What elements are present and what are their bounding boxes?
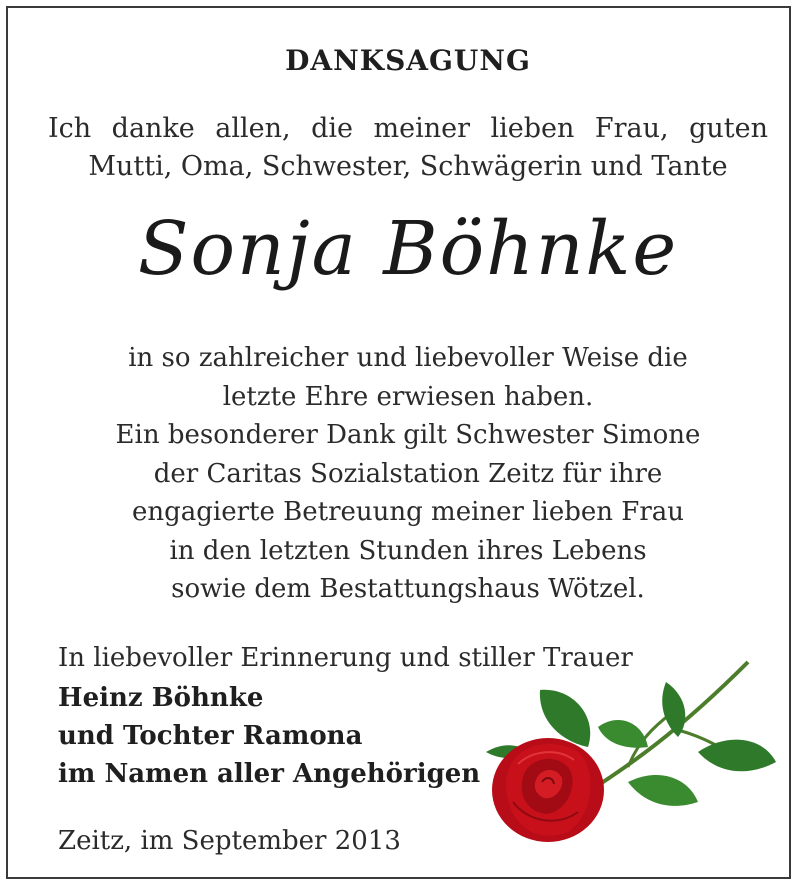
intro-line: Mutti, Oma, Schwester, Schwägerin und Tante (88, 151, 728, 182)
deceased-name: Sonja Böhnke (137, 206, 679, 292)
closing-line: In liebevoller Erinnerung und stiller Trauer (58, 643, 633, 673)
signature-line: Heinz Böhnke (58, 683, 264, 713)
thanks-line: engagierte Betreuung meiner lieben Frau (131, 497, 684, 527)
intro-line: Ich danke allen, die meiner lieben Frau, guten (48, 113, 768, 144)
thanks-line: der Caritas Sozialstation Zeitz für ihre (153, 458, 663, 489)
rose-icon (478, 652, 778, 852)
heading: DANKSAGUNG (285, 44, 531, 77)
signature-line: und Tochter Ramona (58, 721, 363, 751)
thanks-line: sowie dem Bestattungshaus Wötzel. (171, 574, 645, 604)
thanks-line: in den letzten Stunden ihres Lebens (169, 535, 647, 566)
place-date: Zeitz, im September 2013 (58, 826, 401, 856)
thanks-text (8, 339, 800, 609)
thanks-line: Ein besonderer Dank gilt Schwester Simone (115, 420, 701, 450)
intro-text (48, 110, 768, 186)
thanks-line: in so zahlreicher und liebevoller Weise die (128, 343, 688, 373)
signature-block (58, 679, 480, 793)
signature-line: im Namen aller Angehörigen (58, 759, 481, 789)
thanks-line: letzte Ehre erwiesen haben. (222, 381, 594, 412)
